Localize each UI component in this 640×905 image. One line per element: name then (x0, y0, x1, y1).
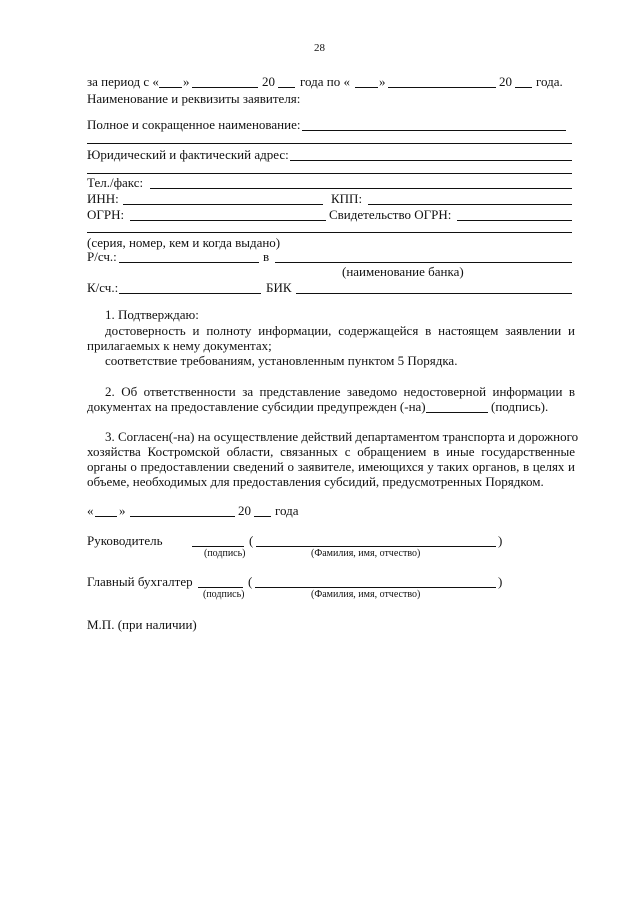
head-signature-field[interactable] (192, 546, 244, 547)
period-month-from-blank[interactable] (192, 87, 258, 88)
section1-title: 1. Подтверждаю: (105, 307, 199, 322)
full-name-field-2[interactable] (87, 143, 572, 144)
date-word: года (275, 503, 299, 518)
period-year-to-blank[interactable] (515, 87, 532, 88)
cert-note: (серия, номер, кем и когда выдано) (87, 235, 281, 250)
section3-line2: хозяйства Костромской области, связанных с обращением в иные государственные (87, 444, 575, 459)
head-signature-caption: (подпись) (204, 548, 246, 559)
date-day-blank[interactable] (95, 516, 117, 517)
period-year-to: 20 (499, 74, 512, 89)
stamp-note: М.П. (при наличии) (87, 617, 197, 632)
head-name-field[interactable] (256, 546, 496, 547)
period-month-to-blank[interactable] (388, 87, 496, 88)
kpp-field[interactable] (368, 204, 572, 205)
section2-line1: 2. Об ответственности за представление заведомо недостоверной информации в (105, 384, 575, 399)
ogrn-cert-field[interactable] (457, 220, 572, 221)
ogrn-cert-field-2[interactable] (87, 232, 572, 233)
section1-line3: соответствие требованиям, установленным пунктом 5 Порядка. (105, 353, 458, 368)
date-open-quote: « (87, 503, 94, 518)
date-year: 20 (238, 503, 251, 518)
accountant-signature-caption: (подпись) (203, 589, 245, 600)
period-day-from-blank[interactable] (159, 87, 182, 88)
head-name-caption: (Фамилия, имя, отчество) (311, 548, 421, 559)
phone-field[interactable] (150, 188, 572, 189)
corr-account-field[interactable] (119, 293, 261, 294)
section3-line4: объеме, необходимых для предоставления субсидий, предусмотренных Порядком. (87, 474, 544, 489)
inn-field[interactable] (123, 204, 323, 205)
bank-name-field[interactable] (275, 262, 572, 263)
accountant-open-paren: ( (248, 574, 253, 589)
bik-label: БИК (266, 280, 292, 295)
head-label: Руководитель (87, 533, 163, 548)
bank-in-label: в (263, 249, 270, 264)
section1-line2: прилагаемых к нему документах; (87, 338, 272, 353)
applicant-header: Наименование и реквизиты заявителя: (87, 91, 301, 106)
bik-field[interactable] (296, 293, 572, 294)
date-year-blank[interactable] (254, 516, 271, 517)
period-year-from: 20 (262, 74, 275, 89)
section3-line3: органы о предоставлении сведений о заявителе, имеющихся у таких органов, в целях и (87, 459, 575, 474)
kpp-label: КПП: (331, 191, 363, 206)
section2-line2: документах на предоставление субсидии предупрежден (-на) (87, 399, 426, 414)
period-prefix: за период с « (87, 74, 159, 89)
period-quote-1: » (183, 74, 190, 89)
ogrn-cert-label: Свидетельство ОГРН: (329, 207, 452, 222)
period-quote-2: » (379, 74, 386, 89)
ogrn-field[interactable] (130, 220, 326, 221)
period-year-from-blank[interactable] (278, 87, 295, 88)
period-suffix: года. (536, 74, 563, 89)
accountant-name-field[interactable] (255, 587, 496, 588)
accountant-label: Главный бухгалтер (87, 574, 193, 589)
accountant-name-caption: (Фамилия, имя, отчество) (311, 589, 421, 600)
period-mid: года по « (300, 74, 350, 89)
bank-note: (наименование банка) (342, 264, 464, 279)
accountant-signature-field[interactable] (198, 587, 243, 588)
account-label: Р/сч.: (87, 249, 117, 264)
head-open-paren: ( (249, 533, 254, 548)
address-field-2[interactable] (87, 173, 572, 174)
accountant-close-paren: ) (498, 574, 503, 589)
inn-label: ИНН: (87, 191, 119, 206)
full-name-field[interactable] (302, 130, 566, 131)
head-close-paren: ) (498, 533, 503, 548)
full-name-label: Полное и сокращенное наименование: (87, 117, 301, 132)
section1-line1: достоверность и полноту информации, содержащейся в настоящем заявлении и (105, 323, 575, 338)
phone-label: Тел./факс: (87, 175, 144, 190)
address-field[interactable] (290, 160, 572, 161)
ogrn-label: ОГРН: (87, 207, 125, 222)
address-label: Юридический и фактический адрес: (87, 147, 289, 162)
date-month-blank[interactable] (130, 516, 235, 517)
section2-signature-caption: (подпись). (491, 399, 549, 414)
page-number: 28 (314, 42, 325, 54)
account-field[interactable] (119, 262, 259, 263)
period-day-to-blank[interactable] (355, 87, 378, 88)
date-close-quote: » (119, 503, 126, 518)
section2-signature-blank[interactable] (426, 412, 488, 413)
section3-line1: 3. Согласен(-на) на осуществление действий департаментом транспорта и дорожного (105, 429, 579, 444)
corr-account-label: К/сч.: (87, 280, 119, 295)
